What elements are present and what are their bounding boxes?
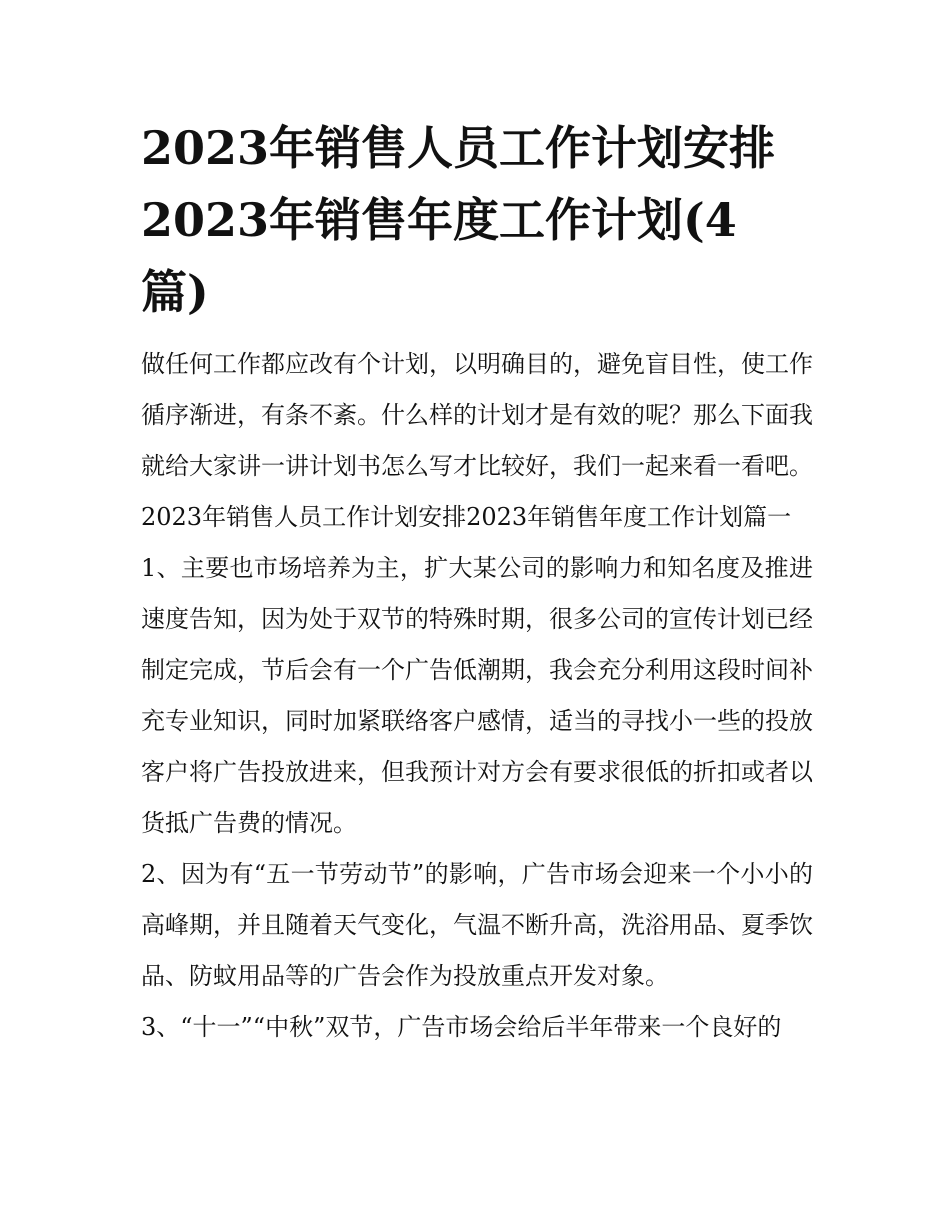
item-paragraph-1: 1、主要也市场培养为主，扩大某公司的影响力和知名度及推进速度告知，因为处于双节的特殊时期，很多公司的宣传计划已经制定完成，节后会有一个广告低潮期，我会充分利用这段时间补充专业知识，同时加紧联络客户感情，适当的寻找小一些的投放客户将广告投放进来，但我预计对方会有要求很低的折扣或者以货抵广告费的情况。 bbox=[141, 554, 813, 837]
title-line-2: 2023年销售年度工作计划(4 bbox=[141, 193, 737, 247]
item-paragraph-2: 2、因为有“五一节劳动节”的影响，广告市场会迎来一个小小的高峰期，并且随着天气变化，气温不断升高，洗浴用品、夏季饮品、防蚊用品等的广告会作为投放重点开发对象。 bbox=[141, 860, 813, 990]
title-line-1: 2023年销售人员工作计划安排 bbox=[141, 121, 776, 175]
document-title bbox=[141, 112, 813, 328]
item-paragraph-3: 3、“十一”“中秋”双节，广告市场会给后半年带来一个良好的 bbox=[141, 1013, 782, 1041]
section-heading: 2023年销售人员工作计划安排2023年销售年度工作计划篇一 bbox=[141, 503, 792, 531]
title-line-3: 篇) bbox=[141, 265, 209, 319]
document-page bbox=[141, 112, 813, 1053]
intro-paragraph: 做任何工作都应改有个计划，以明确目的，避免盲目性，使工作循序渐进，有条不紊。什么样的计划才是有效的呢？那么下面我就给大家讲一讲计划书怎么写才比较好，我们一起来看一看吧。 bbox=[141, 350, 813, 480]
